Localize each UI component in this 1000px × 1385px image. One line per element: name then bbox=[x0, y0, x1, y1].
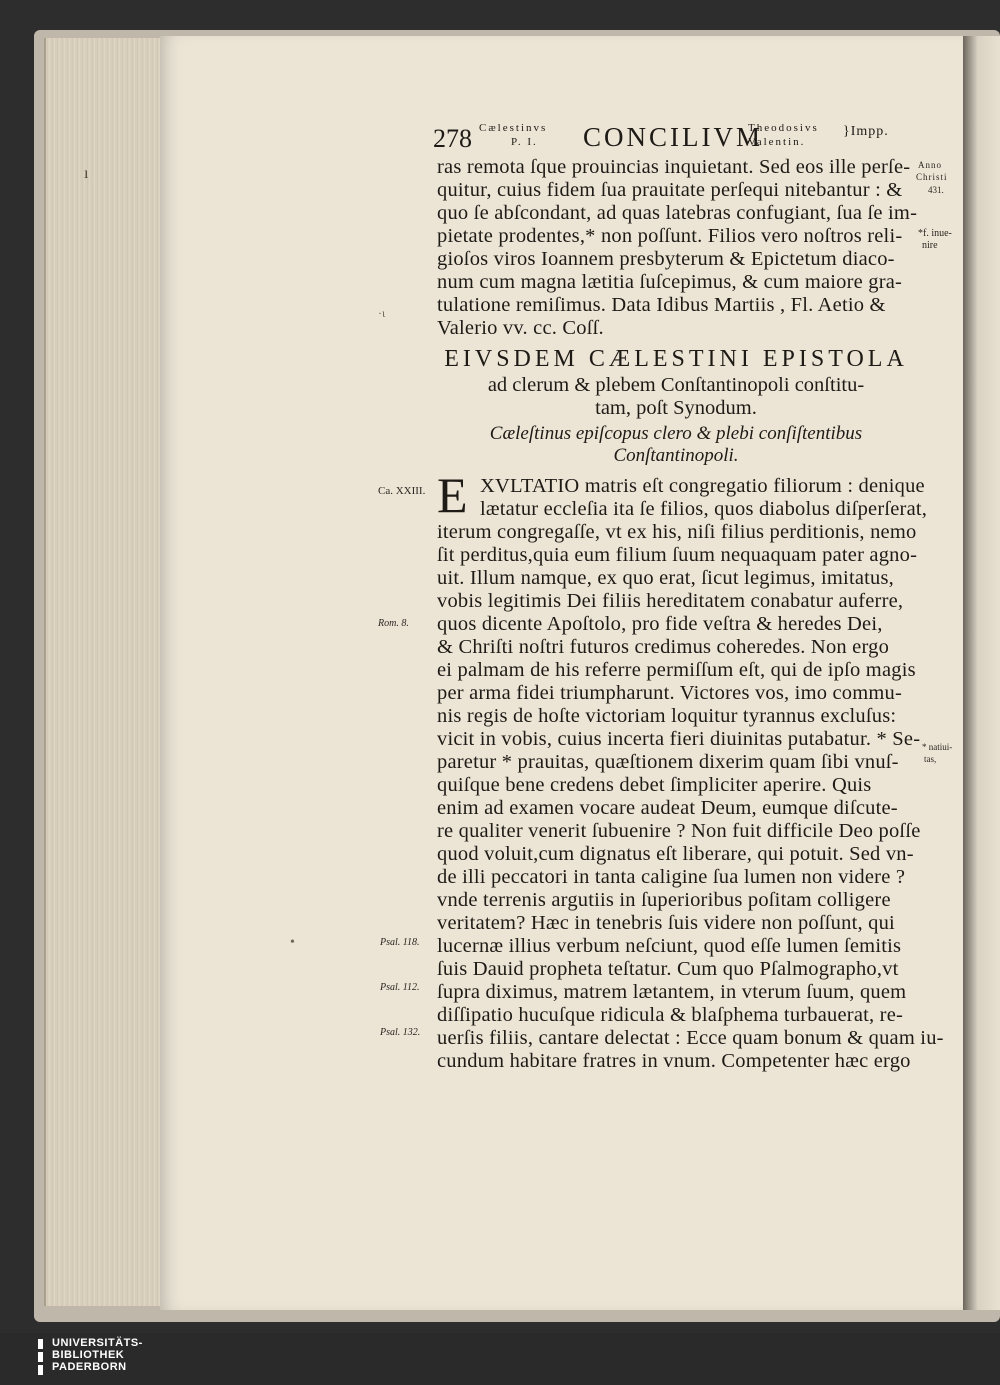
text-line: ſit perditus,quia eum filium ſuum nequaquam pater agno- bbox=[437, 544, 918, 566]
text-line: quitur, cuius fidem ſua prauitate perſequi nitebantur : & bbox=[437, 179, 903, 201]
margin-variant-note-4: tas, bbox=[924, 754, 937, 764]
pope-name: Cælestinvs bbox=[479, 122, 548, 134]
text-line: quiſque bene credens debet ſimpliciter aperire. Quis bbox=[437, 774, 872, 796]
margin-chapter-number: Ca. XXIII. bbox=[378, 485, 426, 497]
page-number: 278 bbox=[433, 124, 472, 153]
running-title: CONCILIVM bbox=[583, 122, 763, 152]
text-line: uit. Illum namque, ex quo erat, ſicut legimus, imitatus, bbox=[437, 567, 894, 589]
margin-variant-note: *f. inue- bbox=[918, 228, 952, 239]
text-line: enim ad examen vocare audeat Deum, eumque diſcute- bbox=[437, 797, 898, 819]
text-line: gioſos viros Ioannem presbyterum & Epictetum diaco- bbox=[437, 248, 895, 270]
text-line: re qualiter venerit ſubuenire ? Non fuit difficile Deo poſſe bbox=[437, 820, 921, 842]
library-logo-line: UNIVERSITÄTS- bbox=[52, 1337, 143, 1349]
paper-blemish: ı bbox=[84, 165, 89, 182]
library-logo-line: BIBLIOTHEK bbox=[52, 1349, 125, 1361]
text-line: paretur * prauitas, quæſtionem dixerim quam ſibi vnuſ- bbox=[437, 751, 899, 773]
text-line: & Chriſti noſtri futuros credimus coheredes. Non ergo bbox=[437, 636, 890, 658]
epistle-subheading-2: tam, poſt Synodum. bbox=[595, 397, 757, 419]
emperor-name-1: Theodosivs bbox=[748, 122, 819, 134]
footer-bar bbox=[0, 1333, 1000, 1385]
epistle-heading: EIVSDEM CÆLESTINI EPISTOLA bbox=[444, 346, 908, 372]
text-line: ſuis Dauid propheta teſtatur. Cum quo Pſalmographo,vt bbox=[437, 958, 899, 980]
margin-reference-psalm: Psal. 112. bbox=[380, 982, 420, 993]
text-line: quod voluit,cum dignatus eſt liberare, qui potuit. Sed vn- bbox=[437, 843, 914, 865]
pope-number: P. I. bbox=[511, 136, 538, 148]
text-line: veritatem? Hæc in tenebris ſuis videre non poſſunt, qui bbox=[437, 912, 895, 934]
text-line: iterum congregaſſe, vt ex his, niſi filius perditionis, nemo bbox=[437, 521, 917, 543]
text-line: XVLTATIO matris eſt congregatio filiorum : denique bbox=[480, 475, 925, 497]
emperor-name-2: Valentin. bbox=[748, 136, 806, 148]
page-edges bbox=[44, 38, 166, 1306]
text-line: num cum magna lætitia ſuſcepimus, & cum maiore gra- bbox=[437, 271, 903, 293]
text-line: vicit in vobis, cuius incerta fieri diuinitas putabatur. * Se- bbox=[437, 728, 921, 750]
text-line: lucernæ illius verbum neſciunt, quod eſſe lumen ſemitis bbox=[437, 935, 902, 957]
text-line: quo ſe abſcondant, ad quas latebras confugiant, ſua ſe im- bbox=[437, 202, 918, 224]
text-line: vobis legitimis Dei filiis hereditatem conabatur auferre, bbox=[437, 590, 904, 612]
running-head bbox=[433, 120, 910, 154]
text-line: quos dicente Apoſtolo, pro fide veſtra & heredes Dei, bbox=[437, 613, 883, 635]
text-line: de illi peccatori in tanta caligine ſua lumen non videre ? bbox=[437, 866, 906, 888]
margin-variant-note-2: nire bbox=[922, 240, 938, 251]
imperatores-label: }Impp. bbox=[843, 124, 889, 139]
margin-year-label-2: Christi bbox=[916, 172, 948, 182]
salutation-line-1: Cæleſtinus epiſcopus clero & plebi conſiſtentibus bbox=[489, 423, 863, 444]
margin-reference-psalm: Psal. 132. bbox=[380, 1027, 421, 1038]
text-line: tulatione remiſimus. Data Idibus Martiis , Fl. Aetio & bbox=[437, 294, 886, 316]
text-line: pietate prodentes,* non poſſunt. Filios vero noſtros reli- bbox=[437, 225, 903, 247]
text-line: per arma fidei triumpharunt. Victores vos, imo commu- bbox=[437, 682, 903, 704]
text-line: nis regis de hoſte victoriam loquitur tyrannus excluſus: bbox=[437, 705, 897, 727]
library-logo-icon bbox=[38, 1339, 44, 1379]
text-line: diſſipatio hucuſque ridicula & blaſphema turbauerat, re- bbox=[437, 1004, 904, 1026]
epistle-subheading: ad clerum & plebem Conſtantinopoli conſtitu- bbox=[487, 374, 865, 396]
text-line: uerſis filiis, cantare delectat : Ecce quam bonum & quam iu- bbox=[437, 1027, 944, 1049]
text-line: ſupra diximus, matrem lætantem, in vterum ſuum, quem bbox=[437, 981, 907, 1003]
facing-page-edge bbox=[963, 36, 1000, 1310]
text-line: Valerio vv. cc. Coſſ. bbox=[437, 317, 604, 339]
library-logo-line: PADERBORN bbox=[52, 1361, 127, 1373]
text-line: lætatur eccleſia ita ſe filios, quos diabolus diſperſerat, bbox=[480, 498, 928, 520]
text-line: cundum habitare fratres in vnum. Competenter hæc ergo bbox=[437, 1050, 911, 1072]
text-line: ei palmam de his referre permiſſum eſt, qui de ipſo magis bbox=[437, 659, 916, 681]
margin-reference-romans: Rom. 8. bbox=[378, 618, 409, 629]
salutation-line-2: Conſtantinopoli. bbox=[613, 445, 739, 466]
text-line: ras remota ſque prouincias inquietant. Sed eos ille perſe- bbox=[437, 156, 911, 178]
paper-blemish: • bbox=[290, 935, 295, 950]
drop-capital: E bbox=[437, 467, 468, 523]
margin-year-label: Anno bbox=[918, 160, 942, 170]
margin-reference-psalm: Psal. 118. bbox=[380, 937, 420, 948]
text-line: vnde terrenis argutiis in ſuperioribus poſitam colligere bbox=[437, 889, 891, 911]
paper-blemish: ·ɩ bbox=[378, 306, 386, 320]
library-logo-text bbox=[52, 1337, 143, 1373]
margin-year-value: 431. bbox=[928, 185, 944, 195]
margin-variant-note-3: * natiui- bbox=[922, 742, 953, 752]
